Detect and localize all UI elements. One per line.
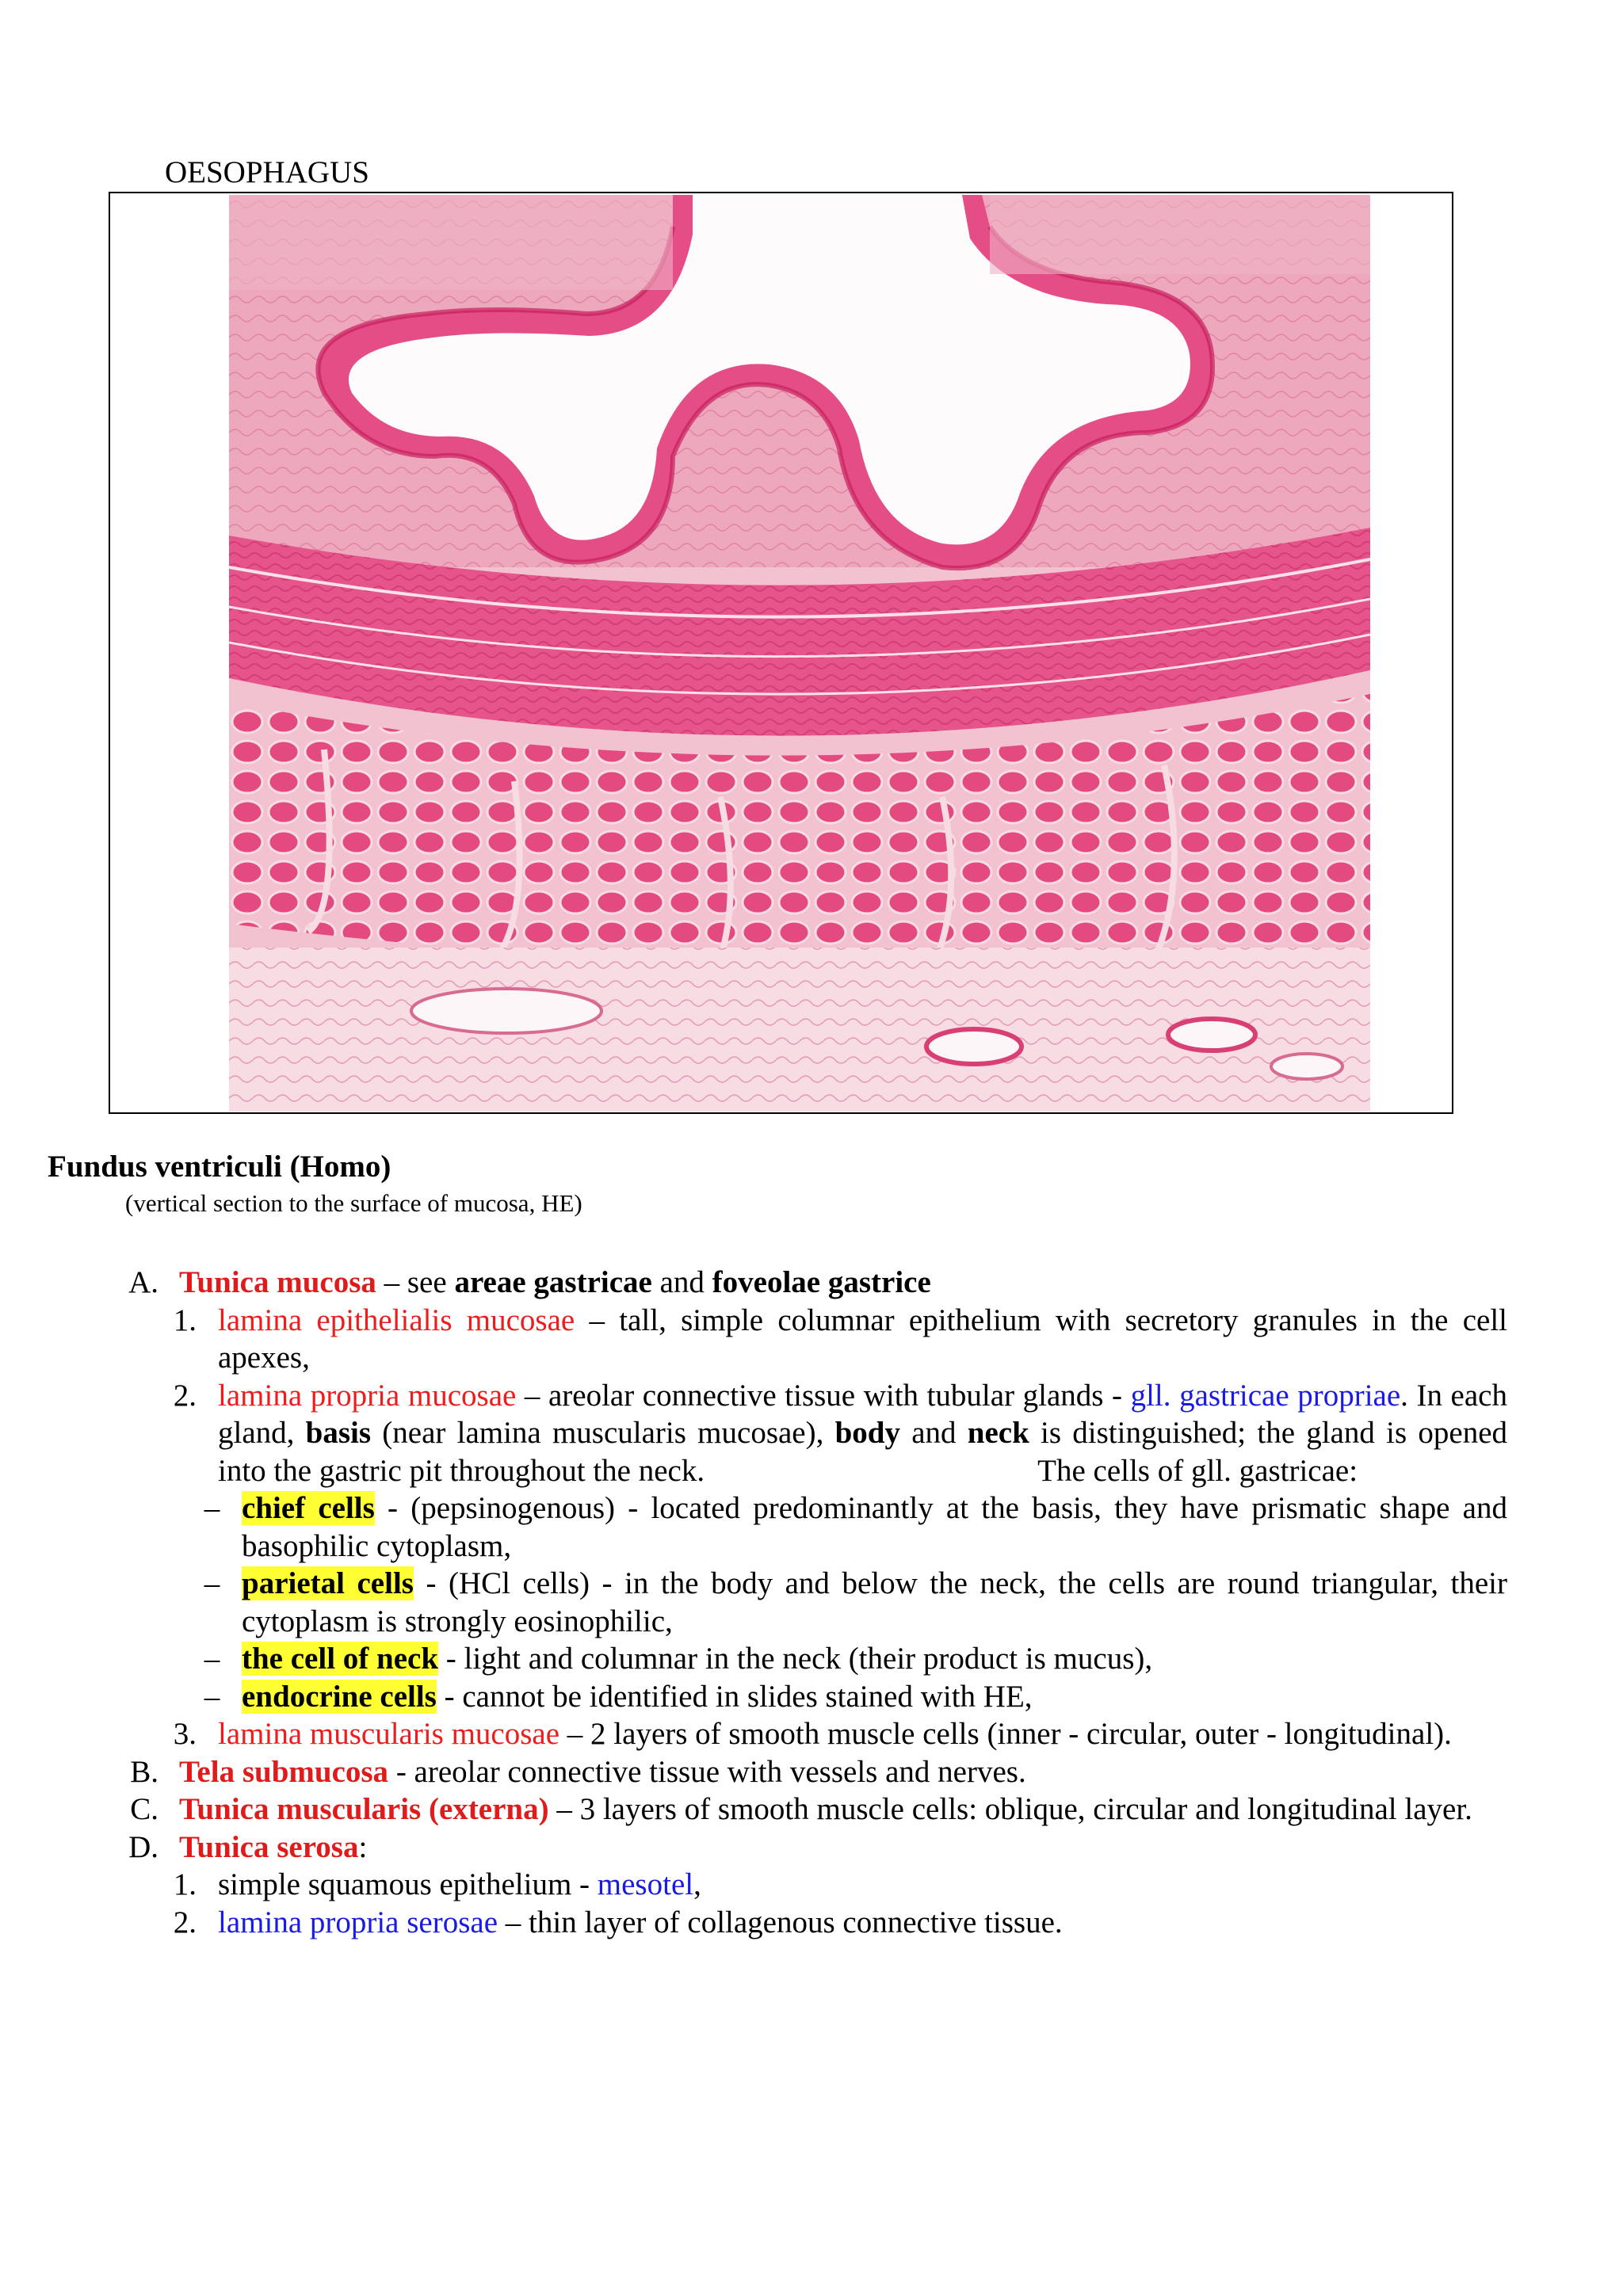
- term-lamina-propria-mucosae: lamina propria mucosae: [218, 1378, 517, 1413]
- text-run: . In each gland,: [218, 1378, 1507, 1450]
- list-item-d2: [0, 1904, 1623, 1942]
- term-endocrine-cells: endocrine cells: [242, 1679, 437, 1714]
- term-tela-submucosa: Tela submucosa: [179, 1754, 389, 1789]
- list-item-text: [179, 1829, 1507, 1867]
- text-run: :: [358, 1829, 368, 1864]
- list-item-endocrine-cells: [0, 1678, 1623, 1716]
- section-subtitle: (vertical section to the surface of mucosa, HE): [125, 1189, 582, 1217]
- term-foveolae-gastrice: foveolae gastrice: [712, 1265, 931, 1299]
- list-item-d1: [0, 1866, 1623, 1904]
- list-marker: 1.: [173, 1302, 197, 1337]
- text-run: – 3 layers of smooth muscle cells: oblique, circular and longitudinal layer.: [548, 1792, 1472, 1826]
- list-item-text: [179, 1791, 1507, 1829]
- text-run: The cells of gll. gastricae:: [1037, 1453, 1358, 1488]
- list-item-text: [242, 1640, 1507, 1678]
- term-chief-cells: chief cells: [242, 1491, 375, 1525]
- list-item-b: [0, 1753, 1623, 1791]
- term-body: body: [834, 1416, 900, 1450]
- list-marker: –: [204, 1491, 220, 1525]
- term-tunica-mucosa: Tunica mucosa: [179, 1265, 376, 1299]
- text-run: – thin layer of collagenous connective tissue.: [498, 1905, 1063, 1939]
- figure-frame: [109, 192, 1453, 1114]
- text-run: - (HCl cells) - in the body and below the neck, the cells are round triangular, their cytoplasm is strongly eosinophilic,: [242, 1566, 1507, 1638]
- term-basis: basis: [305, 1416, 372, 1450]
- text-run: - areolar connective tissue with vessels and nerves.: [388, 1754, 1026, 1789]
- list-item-parietal-cells: [0, 1565, 1623, 1640]
- list-marker: –: [204, 1642, 220, 1676]
- list-item-text: [242, 1489, 1507, 1565]
- list-marker: B.: [130, 1754, 158, 1789]
- list-item-text: [218, 1904, 1507, 1942]
- list-item-chief-cells: [0, 1489, 1623, 1565]
- term-lamina-propria-serosae: lamina propria serosae: [218, 1905, 498, 1939]
- term-parietal-cells: parietal cells: [242, 1566, 414, 1600]
- list-item-a2: [0, 1377, 1623, 1490]
- term-tunica-muscularis: Tunica muscularis (externa): [179, 1792, 549, 1826]
- list-marker: D.: [128, 1829, 158, 1864]
- text-run: - (pepsinogenous) - located predominantly at the basis, they have prismatic shape and basophilic cytoplasm,: [242, 1491, 1507, 1563]
- text-run: – 2 layers of smooth muscle cells (inner - circular, outer - longitudinal).: [559, 1717, 1452, 1751]
- text-run: ,: [693, 1867, 701, 1901]
- term-gll-gastricae-propriae: gll. gastricae propriae: [1130, 1378, 1401, 1413]
- term-mesotel: mesotel: [597, 1867, 694, 1901]
- text-run: (near lamina muscularis mucosae),: [371, 1416, 835, 1450]
- term-lamina-epithelialis: lamina epithelialis mucosae: [218, 1302, 575, 1337]
- list-marker: C.: [130, 1792, 158, 1826]
- list-marker: –: [204, 1679, 220, 1714]
- list-item-text: [242, 1565, 1507, 1640]
- figure-caption: OESOPHAGUS: [165, 155, 369, 189]
- list-item-text: [218, 1377, 1507, 1490]
- term-lamina-muscularis-mucosae: lamina muscularis mucosae: [218, 1717, 560, 1751]
- text-run: - light and columnar in the neck (their product is mucus),: [438, 1642, 1153, 1676]
- list-item-a1: [0, 1302, 1623, 1377]
- list-marker: 1.: [173, 1867, 197, 1901]
- list-item-c: [0, 1791, 1623, 1829]
- list-item-a: [0, 1264, 1623, 1302]
- list-item-text: [242, 1678, 1507, 1716]
- list-marker: A.: [128, 1265, 158, 1299]
- text-run: is distinguished; the gland is opened into the gastric pit throughout the neck.: [218, 1416, 1508, 1488]
- text-run: simple squamous epithelium -: [218, 1867, 598, 1901]
- list-item-text: [218, 1715, 1507, 1753]
- term-cell-of-neck: the cell of neck: [242, 1642, 439, 1676]
- list-item-text: [179, 1264, 1507, 1302]
- list-marker: 2.: [173, 1378, 197, 1413]
- list-item-cell-of-neck: [0, 1640, 1623, 1678]
- histology-micrograph: [229, 195, 1370, 1112]
- section-title: Fundus ventriculi (Homo): [48, 1150, 391, 1184]
- term-neck: neck: [967, 1416, 1029, 1450]
- text-run: and: [900, 1416, 968, 1450]
- list-item-d: [0, 1829, 1623, 1867]
- list-item-text: [218, 1302, 1507, 1377]
- list-marker: 3.: [173, 1717, 197, 1751]
- outline-list: [0, 1264, 1623, 1941]
- text-run: – areolar connective tissue with tubular glands -: [516, 1378, 1131, 1413]
- text-run: - cannot be identified in slides stained with HE,: [436, 1679, 1033, 1714]
- list-item-text: [218, 1866, 1507, 1904]
- list-marker: –: [204, 1566, 220, 1600]
- text-run: – see: [376, 1265, 455, 1299]
- list-item-a3: [0, 1715, 1623, 1753]
- text-run: and: [651, 1265, 712, 1299]
- list-marker: 2.: [173, 1905, 197, 1939]
- text-run: – tall, simple columnar epithelium with secretory granules in the cell apexes,: [218, 1302, 1507, 1375]
- term-areae-gastricae: areae gastricae: [454, 1265, 652, 1299]
- list-item-text: [179, 1753, 1507, 1791]
- term-tunica-serosa: Tunica serosa: [179, 1829, 359, 1864]
